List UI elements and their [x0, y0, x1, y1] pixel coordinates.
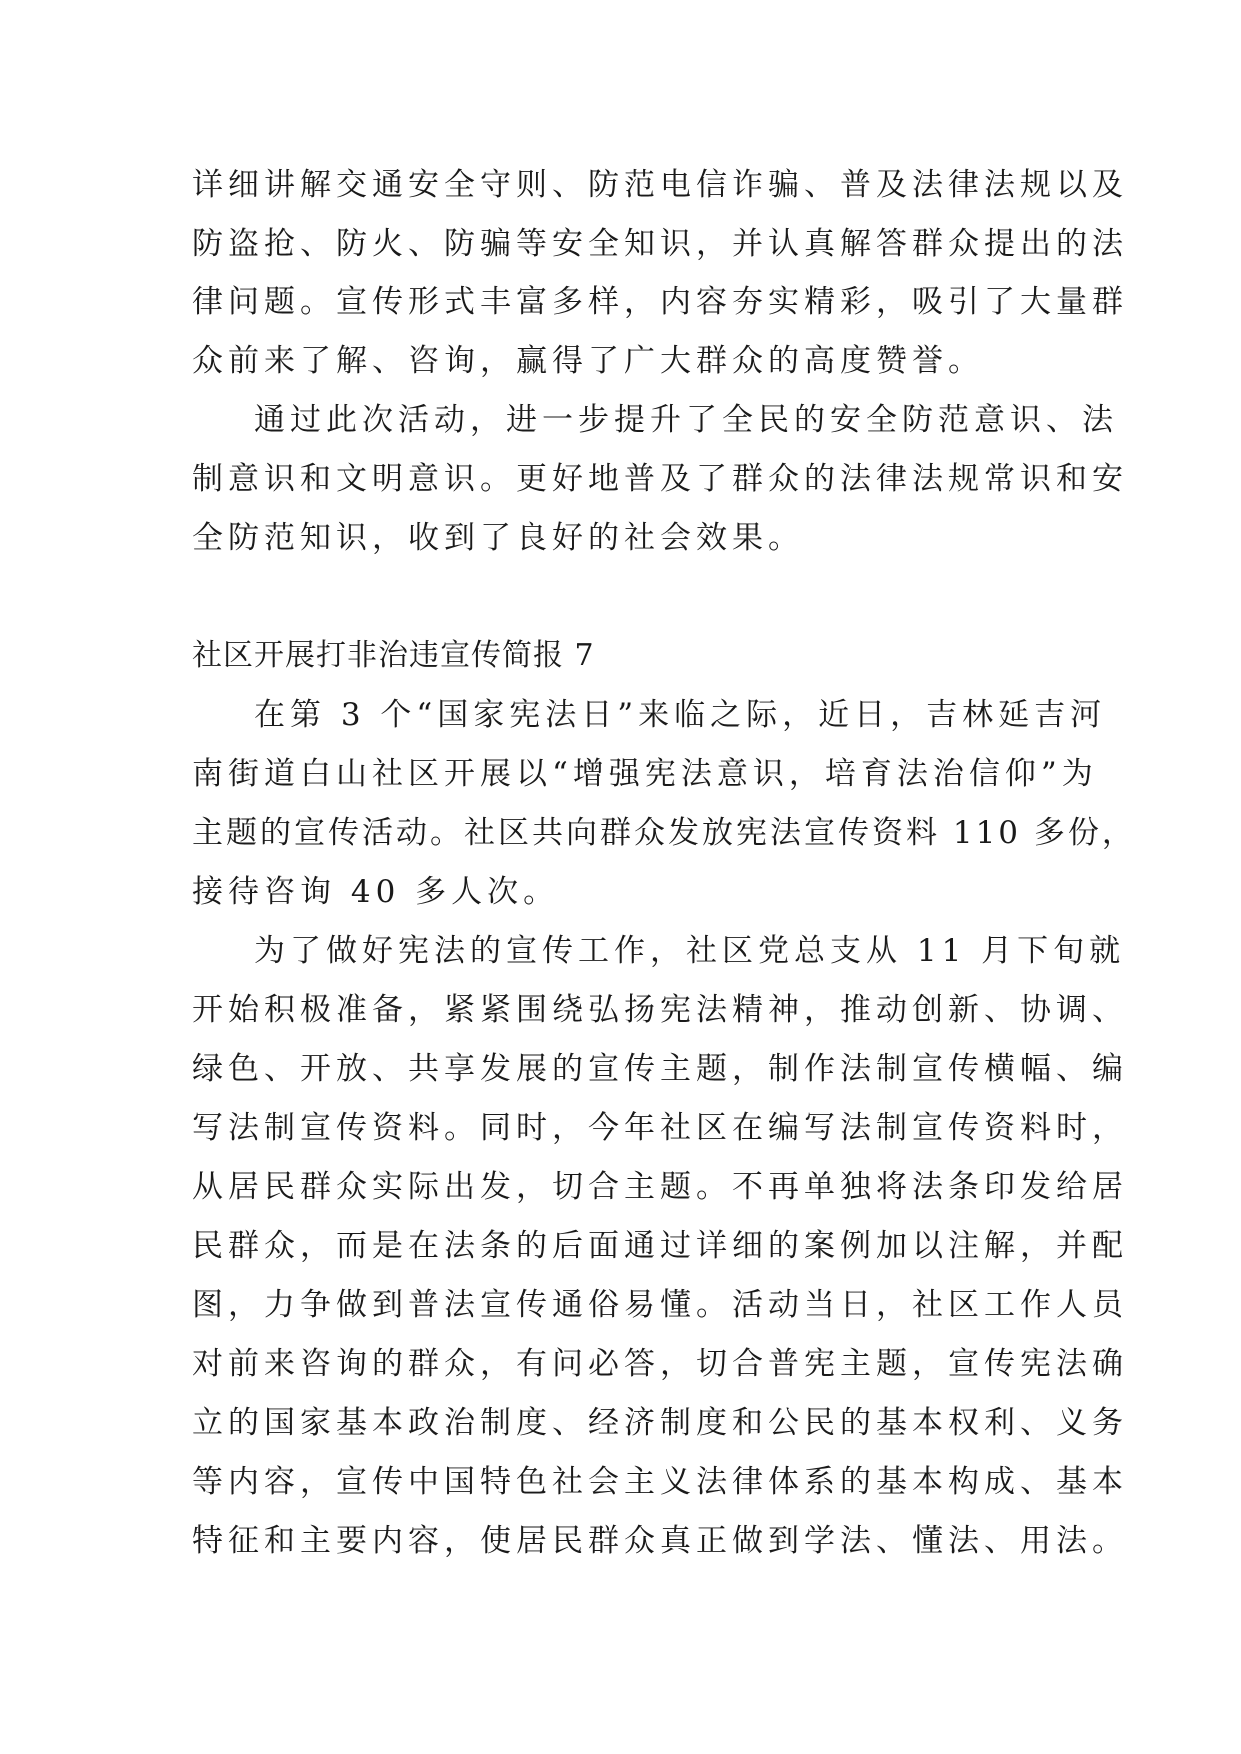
paragraph-line: 开始积极准备，紧紧围绕弘扬宪法精神，推动创新、协调、 [192, 992, 1128, 1028]
paragraph-line: 特征和主要内容，使居民群众真正做到学法、懂法、用法。 [192, 1523, 1128, 1559]
paragraph-line-indented: 通过此次活动，进一步提升了全民的安全防范意识、法 [254, 402, 1118, 438]
paragraph-line: 立的国家基本政治制度、经济制度和公民的基本权利、义务 [192, 1405, 1128, 1441]
paragraph-line: 接待咨询 40 多人次。 [192, 874, 560, 910]
paragraph-line: 主题的宣传活动。社区共向群众发放宪法宣传资料 110 多份， [192, 815, 1136, 851]
paragraph-line-indented: 为了做好宪法的宣传工作，社区党总支从 11 月下旬就 [254, 933, 1126, 969]
paragraph-line: 对前来咨询的群众，有问必答，切合普宪主题，宣传宪法确 [192, 1346, 1128, 1382]
paragraph-line: 等内容，宣传中国特色社会主义法律体系的基本构成、基本 [192, 1464, 1128, 1500]
paragraph-line: 写法制宣传资料。同时，今年社区在编写法制宣传资料时， [192, 1110, 1128, 1146]
section-title: 社区开展打非治违宣传简报 7 [192, 638, 595, 673]
paragraph-line: 制意识和文明意识。更好地普及了群众的法律法规常识和安 [192, 461, 1128, 497]
paragraph-line: 律问题。宣传形式丰富多样，内容夯实精彩，吸引了大量群 [192, 284, 1128, 320]
paragraph-line: 南街道白山社区开展以“增强宪法意识，培育法治信仰”为 [192, 756, 1098, 792]
paragraph-line: 绿色、开放、共享发展的宣传主题，制作法制宣传横幅、编 [192, 1051, 1128, 1087]
paragraph-line: 图，力争做到普法宣传通俗易懂。活动当日，社区工作人员 [192, 1287, 1128, 1323]
paragraph-line: 详细讲解交通安全守则、防范电信诈骗、普及法律法规以及 [192, 167, 1128, 203]
paragraph-line: 全防范知识，收到了良好的社会效果。 [192, 520, 804, 556]
paragraph-line: 众前来了解、咨询，赢得了广大群众的高度赞誉。 [192, 343, 984, 379]
paragraph-line: 防盗抢、防火、防骗等安全知识，并认真解答群众提出的法 [192, 226, 1128, 262]
paragraph-line-indented: 在第 3 个“国家宪法日”来临之际，近日，吉林延吉河 [254, 697, 1107, 733]
paragraph-line: 民群众，而是在法条的后面通过详细的案例加以注解，并配 [192, 1228, 1128, 1264]
paragraph-line: 从居民群众实际出发，切合主题。不再单独将法条印发给居 [192, 1169, 1128, 1205]
